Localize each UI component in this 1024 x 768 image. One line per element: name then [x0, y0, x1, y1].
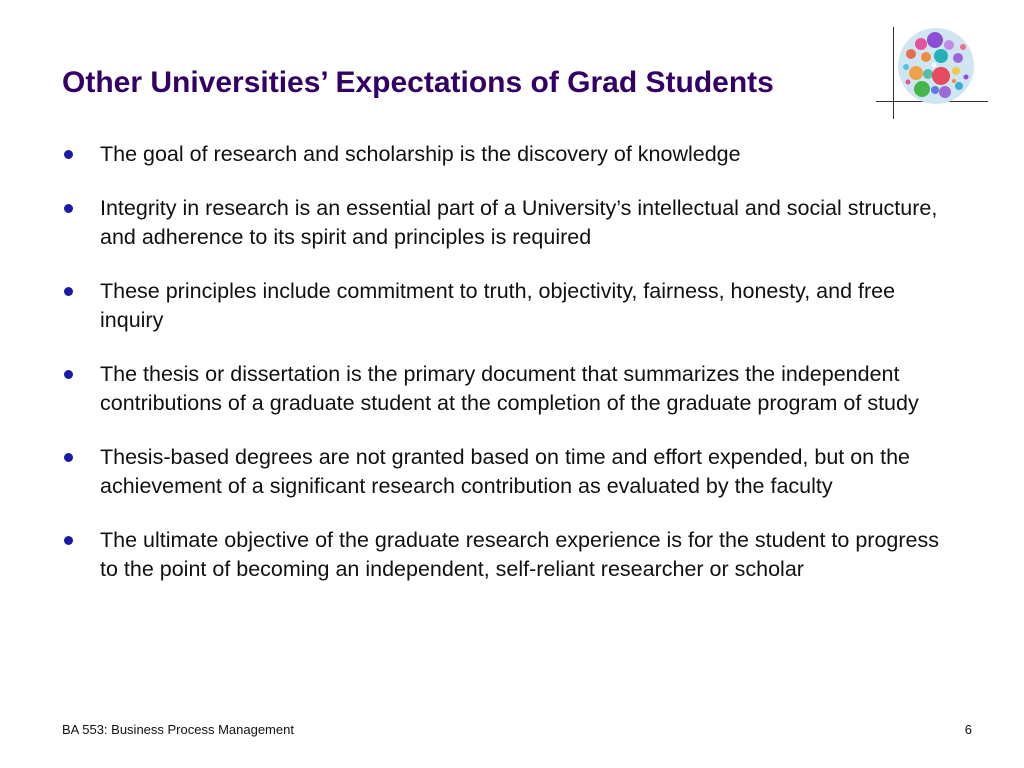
bullet-dot-icon	[64, 453, 73, 462]
bullet-dot-icon	[64, 370, 73, 379]
bullet-dot-icon	[64, 287, 73, 296]
bullet-text: Integrity in research is an essential part of a University’s intellectual and social structure, and adherence to its spirit and principles is required	[100, 195, 938, 249]
slide-title: Other Universities’ Expectations of Grad Students	[62, 66, 774, 99]
bullet-item	[62, 443, 962, 502]
bullet-text: The thesis or dissertation is the primary document that summarizes the independent contributions of a graduate student at the completion of the graduate program of study	[100, 361, 919, 415]
bullet-item	[62, 526, 962, 585]
bullet-list	[62, 140, 962, 609]
bullet-item	[62, 140, 962, 170]
bullet-dot-icon	[64, 204, 73, 213]
bullet-dot-icon	[64, 536, 73, 545]
bullet-text: The ultimate objective of the graduate research experience is for the student to progress to the point of becoming an independent, self-reliant researcher or scholar	[100, 527, 939, 581]
bullet-dot-icon	[64, 150, 73, 159]
vertical-divider	[893, 27, 894, 119]
bullet-text: The goal of research and scholarship is the discovery of knowledge	[100, 142, 741, 166]
bullet-item	[62, 360, 962, 419]
bullet-text: Thesis-based degrees are not granted based on time and effort expended, but on the achievement of a significant research contribution as evaluated by the faculty	[100, 444, 910, 498]
bullet-text: These principles include commitment to truth, objectivity, fairness, honesty, and free inquiry	[100, 278, 896, 332]
bullet-item	[62, 194, 962, 253]
bullet-item	[62, 277, 962, 336]
page-number: 6	[964, 722, 972, 737]
bubbles-logo-icon	[897, 27, 975, 105]
footer-course: BA 553: Business Process Management	[62, 722, 294, 737]
